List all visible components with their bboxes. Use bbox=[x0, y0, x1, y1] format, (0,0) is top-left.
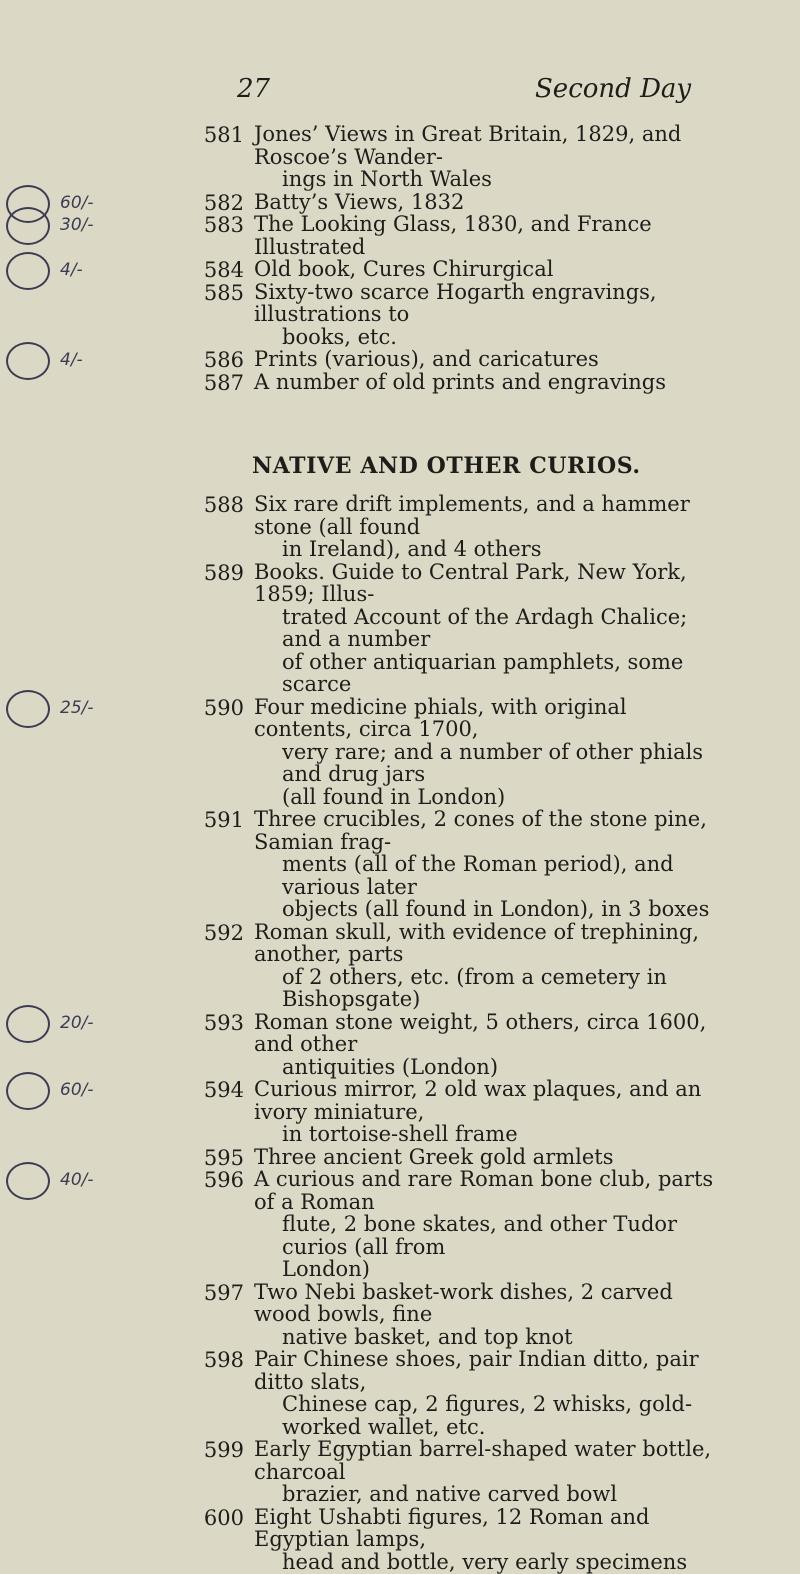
lot-description bbox=[254, 696, 724, 809]
catalogue-lot bbox=[0, 1011, 800, 1079]
lot-description bbox=[254, 493, 724, 561]
lot-description-continuation: of other antiquarian pamphlets, some scarce bbox=[282, 649, 684, 696]
catalogue-lot bbox=[0, 191, 800, 214]
lot-number: 590 bbox=[203, 695, 244, 720]
lot-description-continuation: very rare; and a number of other phials and drug jars bbox=[282, 739, 704, 786]
handwritten-price: 60/- bbox=[60, 192, 94, 213]
catalogue-lot bbox=[0, 213, 800, 258]
lot-number: 583 bbox=[203, 213, 244, 237]
catalogue-lot bbox=[0, 1281, 800, 1349]
lot-number: 585 bbox=[203, 280, 244, 305]
lot-description-line: Pair Chinese shoes, pair Indian ditto, pair ditto slats, bbox=[254, 1347, 699, 1394]
catalogue-lot bbox=[0, 123, 800, 191]
lot-description-line: Books. Guide to Central Park, New York, 1859; Illus- bbox=[254, 559, 687, 606]
catalogue-lot bbox=[0, 493, 800, 561]
lot-description bbox=[254, 1348, 724, 1438]
lot-description-continuation: brazier, and native carved bowl bbox=[282, 1482, 618, 1506]
lot-description-continuation: (all found in London) bbox=[282, 784, 506, 809]
lot-description-line: Old book, Cures Chirurgical bbox=[254, 257, 554, 281]
lot-description-line: A number of old prints and engravings bbox=[254, 369, 667, 394]
lot-number: 595 bbox=[203, 1145, 244, 1170]
handwritten-circle bbox=[6, 1162, 50, 1200]
lot-description bbox=[254, 213, 724, 258]
catalogue-lot bbox=[0, 1168, 800, 1281]
lot-description-continuation: books, etc. bbox=[282, 324, 397, 349]
lot-description-line: Three crucibles, 2 cones of the stone pine, Samian frag- bbox=[254, 807, 707, 854]
page-number: 27 bbox=[237, 74, 271, 104]
lot-description-line: Four medicine phials, with original contents, circa 1700, bbox=[254, 694, 627, 741]
lot-number: 591 bbox=[203, 808, 244, 832]
section-title: NATIVE AND OTHER CURIOS. bbox=[252, 453, 641, 479]
catalogue-lot bbox=[0, 281, 800, 349]
catalogue-lot bbox=[0, 561, 800, 696]
lot-description bbox=[254, 348, 724, 371]
lot-number: 588 bbox=[203, 493, 244, 517]
lot-number: 586 bbox=[203, 348, 244, 372]
handwritten-circle bbox=[6, 1005, 50, 1043]
catalogue-lot bbox=[0, 808, 800, 921]
lot-number: 597 bbox=[203, 1280, 244, 1305]
lot-description-line: Jones’ Views in Great Britain, 1829, and Roscoe’s Wander- bbox=[254, 122, 682, 169]
lot-description-continuation: ments (all of the Roman period), and various later bbox=[282, 852, 674, 899]
lot-number: 589 bbox=[203, 560, 244, 585]
lot-description-line: Two Nebi basket-work dishes, 2 carved wood bowls, fine bbox=[254, 1279, 673, 1326]
lot-number: 587 bbox=[203, 370, 244, 395]
catalogue-lot bbox=[0, 1078, 800, 1146]
handwritten-price: 30/- bbox=[60, 215, 94, 235]
lot-description-line: Three ancient Greek gold armlets bbox=[254, 1144, 614, 1169]
lot-description-continuation: London) bbox=[282, 1257, 370, 1281]
catalogue-lot bbox=[0, 348, 800, 371]
catalogue-lot bbox=[0, 921, 800, 1011]
handwritten-circle bbox=[6, 207, 50, 245]
page-header bbox=[0, 74, 800, 114]
lot-description bbox=[254, 1438, 724, 1506]
handwritten-price: 4/- bbox=[60, 260, 83, 280]
lot-description-continuation: in Ireland), and 4 others bbox=[282, 537, 542, 561]
lot-number: 598 bbox=[203, 1348, 244, 1372]
catalogue-lot bbox=[0, 258, 800, 281]
lot-description bbox=[254, 808, 724, 921]
lot-description-continuation: flute, 2 bone skates, and other Tudor curios (all from bbox=[282, 1212, 678, 1259]
lot-description-line: A curious and rare Roman bone club, parts of a Roman bbox=[254, 1167, 714, 1214]
catalogue-lot bbox=[0, 1438, 800, 1506]
lot-description-line: Eight Ushabti figures, 12 Roman and Egyptian lamps, bbox=[254, 1504, 650, 1551]
lot-description-continuation: Chinese cap, 2 figures, 2 whisks, gold-worked wallet, etc. bbox=[282, 1392, 693, 1439]
catalogue-lot bbox=[0, 1506, 800, 1574]
lot-description-continuation: head and bottle, very early specimens bbox=[282, 1549, 688, 1574]
lot-description-continuation: of 2 others, etc. (from a cemetery in Bishopsgate) bbox=[282, 964, 667, 1011]
lot-number: 581 bbox=[203, 123, 244, 147]
handwritten-price: 40/- bbox=[60, 1170, 94, 1190]
lot-description-line: The Looking Glass, 1830, and France Illustrated bbox=[254, 212, 652, 259]
handwritten-price: 60/- bbox=[60, 1080, 94, 1100]
lot-description-continuation: objects (all found in London), in 3 boxes bbox=[282, 897, 710, 921]
lot-description bbox=[254, 1281, 724, 1349]
lot-description-continuation: in tortoise-shell frame bbox=[282, 1122, 518, 1146]
lot-description bbox=[254, 1011, 724, 1079]
lot-description bbox=[254, 1168, 724, 1281]
handwritten-circle bbox=[6, 690, 50, 728]
catalogue-lot bbox=[0, 1146, 800, 1169]
lot-description-continuation: antiquities (London) bbox=[282, 1054, 499, 1079]
catalogue-lot bbox=[0, 696, 800, 809]
lot-description bbox=[254, 1078, 724, 1146]
lot-description-line: Curious mirror, 2 old wax plaques, and an ivory miniature, bbox=[254, 1077, 702, 1124]
handwritten-price: 20/- bbox=[60, 1012, 94, 1033]
lot-description-continuation: native basket, and top knot bbox=[282, 1324, 573, 1349]
lot-number: 600 bbox=[203, 1505, 244, 1530]
catalogue-lot bbox=[0, 371, 800, 394]
handwritten-price: 4/- bbox=[60, 350, 83, 370]
lot-description bbox=[254, 258, 724, 281]
lot-description-line: Early Egyptian barrel-shaped water bottle, charcoal bbox=[254, 1437, 712, 1484]
lot-number: 593 bbox=[203, 1010, 244, 1035]
lot-description bbox=[254, 281, 724, 349]
lot-description bbox=[254, 1506, 724, 1574]
running-head: Second Day bbox=[535, 74, 692, 104]
lot-number: 592 bbox=[203, 920, 244, 945]
lot-description bbox=[254, 371, 724, 394]
lot-description-line: Roman stone weight, 5 others, circa 1600, and other bbox=[254, 1009, 707, 1056]
lot-description-line: Prints (various), and caricatures bbox=[254, 347, 599, 371]
lot-number: 594 bbox=[203, 1078, 244, 1102]
lot-number: 599 bbox=[203, 1438, 244, 1462]
lot-description-continuation: ings in North Wales bbox=[282, 167, 492, 191]
catalogue-lot bbox=[0, 1348, 800, 1438]
lot-description bbox=[254, 191, 724, 214]
lot-description bbox=[254, 123, 724, 191]
lot-description-line: Roman skull, with evidence of trephining, another, parts bbox=[254, 919, 700, 966]
lot-description bbox=[254, 561, 724, 696]
lot-list bbox=[0, 123, 800, 1573]
lot-description-continuation: trated Account of the Ardagh Chalice; and a number bbox=[282, 604, 688, 651]
lot-number: 596 bbox=[203, 1168, 244, 1192]
lot-description-line: Sixty-two scarce Hogarth engravings, illustrations to bbox=[254, 279, 657, 326]
lot-description bbox=[254, 921, 724, 1011]
lot-number: 584 bbox=[203, 258, 244, 282]
handwritten-circle bbox=[6, 1072, 50, 1110]
lot-description-line: Six rare drift implements, and a hammer stone (all found bbox=[254, 492, 690, 539]
lot-number: 582 bbox=[203, 190, 244, 215]
handwritten-price: 25/- bbox=[60, 697, 94, 718]
lot-description-line: Batty’s Views, 1832 bbox=[254, 189, 465, 214]
lot-description bbox=[254, 1146, 724, 1169]
